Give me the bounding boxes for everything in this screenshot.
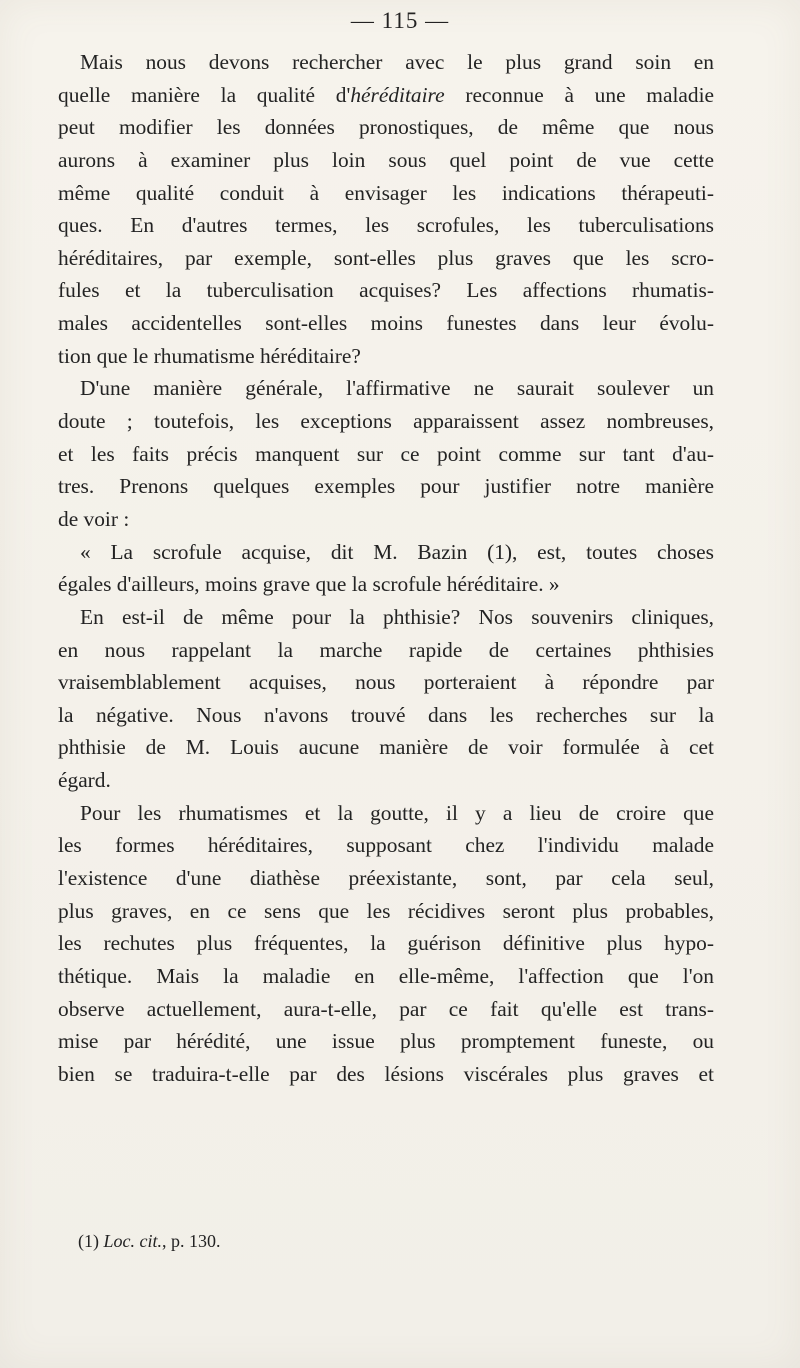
text-line: Pour les rhumatismes et la goutte, il y a lieu de croire que: [80, 800, 714, 825]
text-line: mise par hérédité, une issue plus promptement funeste, ou: [58, 1029, 714, 1054]
text-line: tres. Prenons quelques exemples pour justifier notre manière: [58, 474, 714, 499]
text-line: tion que le rhumatisme héréditaire?: [58, 343, 361, 368]
text-line: D'une manière générale, l'affirmative ne saurait soulever un: [80, 376, 714, 401]
italic-term: héréditaire: [350, 82, 445, 107]
text-line: phthisie de M. Louis aucune manière de voir formulée à cet: [58, 735, 714, 760]
text-line: égard.: [58, 768, 111, 793]
footnote: [78, 1231, 221, 1252]
text-line: aurons à examiner plus loin sous quel point de vue cette: [58, 147, 714, 172]
text-line: même qualité conduit à envisager les indications thérapeuti-: [58, 180, 714, 205]
text-segment: quelle manière la qualité d': [58, 82, 351, 107]
text-line: héréditaires, par exemple, sont-elles plus graves que les scro-: [58, 245, 714, 270]
text-line: En est-il de même pour la phthisie? Nos souvenirs cliniques,: [80, 604, 714, 629]
text-line: [58, 79, 714, 112]
text-line: Mais nous devons rechercher avec le plus grand soin en: [80, 50, 714, 74]
text-line: les rechutes plus fréquentes, la guérison définitive plus hypo-: [58, 931, 714, 956]
footnote-citation: Loc. cit.: [103, 1231, 162, 1251]
text-line: les formes héréditaires, supposant chez l'individu malade: [58, 833, 714, 858]
text-line: l'existence d'une diathèse préexistante, sont, par cela seul,: [58, 866, 714, 891]
text-line: égales d'ailleurs, moins grave que la scrofule héréditaire. »: [58, 572, 560, 597]
text-line: ques. En d'autres termes, les scrofules, les tuberculisations: [58, 213, 714, 238]
text-line: thétique. Mais la maladie en elle-même, l'affection que l'on: [58, 963, 714, 988]
text-line: bien se traduira-t-elle par des lésions viscérales plus graves et: [58, 1061, 714, 1086]
text-line: de voir :: [58, 506, 130, 531]
text-line: vraisemblablement acquises, nous porteraient à répondre par: [58, 670, 714, 695]
text-line: « La scrofule acquise, dit M. Bazin (1), est, toutes choses: [80, 539, 714, 564]
footnote-marker: (1): [78, 1231, 104, 1251]
text-line: males accidentelles sont-elles moins funestes dans leur évolu-: [58, 311, 714, 336]
text-line: fules et la tuberculisation acquises? Les affections rhumatis-: [58, 278, 714, 303]
text-line: plus graves, en ce sens que les récidives seront plus probables,: [58, 898, 714, 923]
text-segment: reconnue à une maladie: [444, 82, 715, 107]
page-number: — 115 —: [350, 8, 450, 33]
text-line: observe actuellement, aura-t-elle, par ce fait qu'elle est trans-: [58, 996, 714, 1021]
footnote-page: , p. 130.: [162, 1231, 221, 1251]
body-text: [58, 46, 714, 1091]
text-line: et les faits précis manquent sur ce point comme sur tant d'au-: [58, 441, 714, 466]
text-line: peut modifier les données pronostiques, de même que nous: [58, 115, 714, 140]
text-line: la négative. Nous n'avons trouvé dans les recherches sur la: [58, 702, 714, 727]
text-line: doute ; toutefois, les exceptions apparaissent assez nombreuses,: [58, 409, 714, 434]
text-line: en nous rappelant la marche rapide de certaines phthisies: [58, 637, 714, 662]
